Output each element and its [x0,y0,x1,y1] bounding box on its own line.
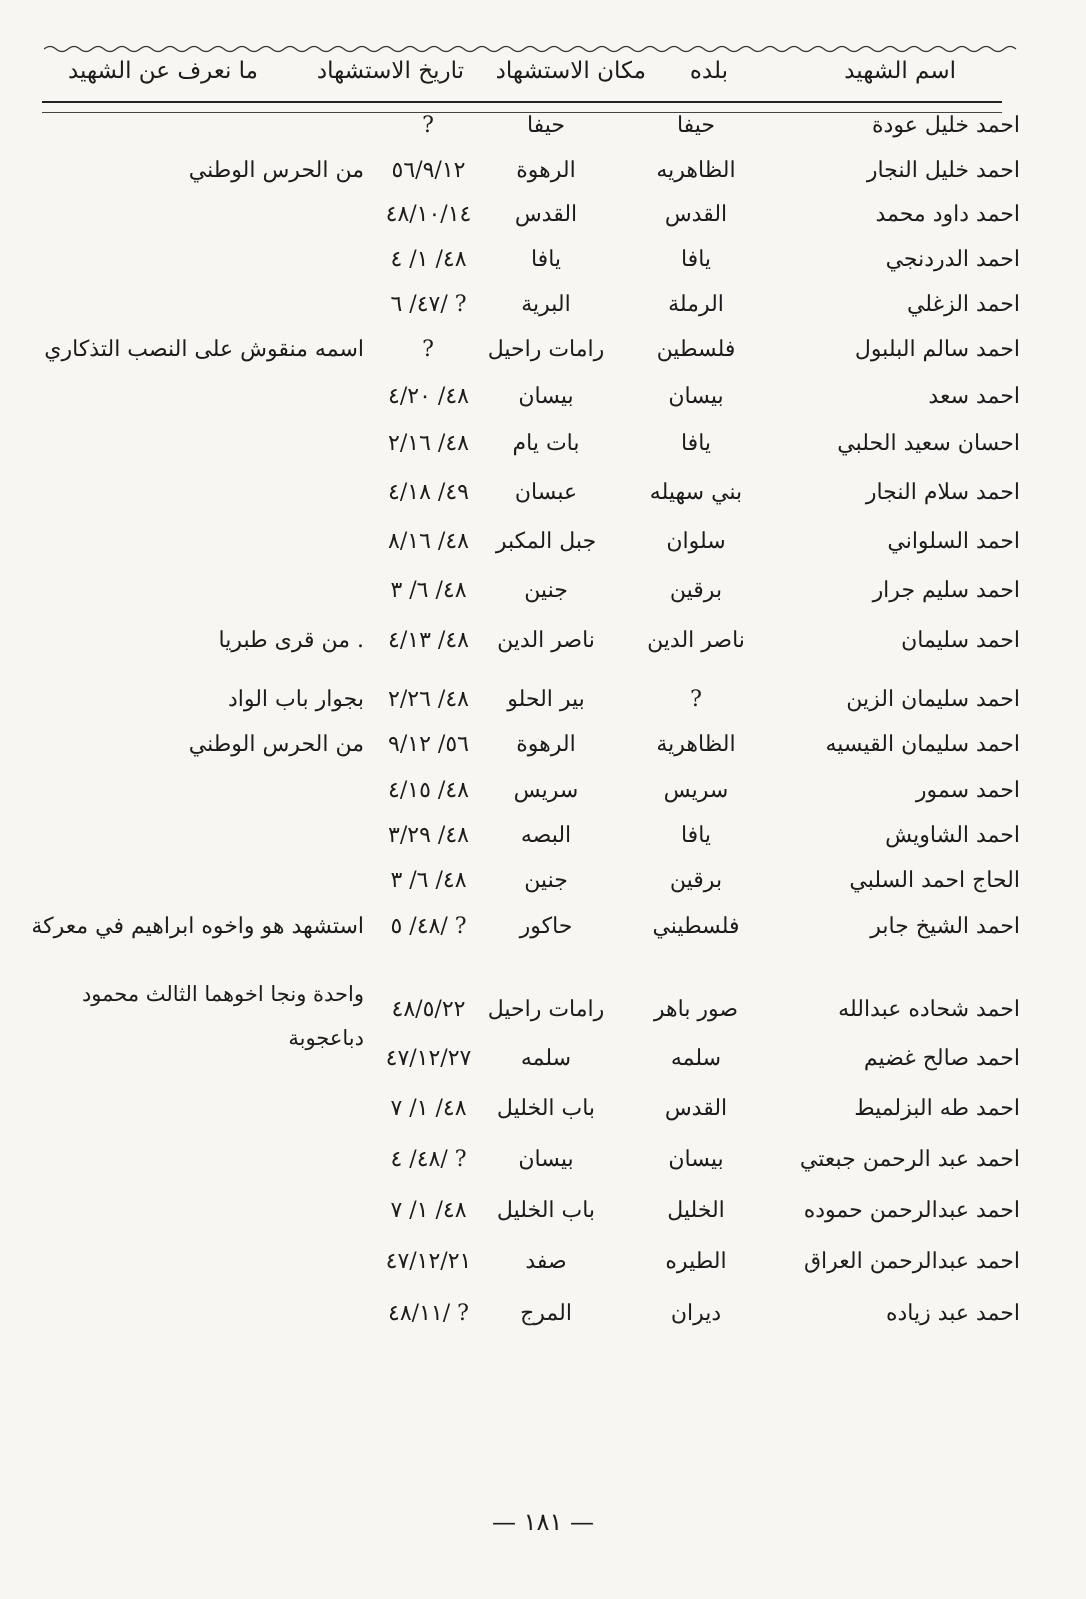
martyr-name: احمد شحاده عبدالله [838,997,1020,1022]
martyr-town: بيسان [668,384,724,409]
table-row [0,687,1086,731]
martyrdom-date: ٤٧/ ٦/ ? [390,292,467,317]
martyr-name: احمد خليل عودة [872,113,1020,138]
martyrdom-place: المرج [520,1301,572,1326]
table-row [0,1147,1086,1191]
table-row [0,337,1086,381]
martyrdom-date: ٥٦/ ٩/١٢ [388,732,469,757]
martyrdom-place: حاكور [519,914,573,939]
martyr-name: احمد سليمان القيسيه [825,732,1020,757]
martyr-town: الظاهريه [656,158,736,183]
table-row [0,431,1086,475]
martyr-name: احمد الدردنجي [885,247,1020,272]
martyrdom-date: ٤٨/ ٣/٢٩ [388,823,469,848]
martyr-name: احمد السلواني [887,529,1020,554]
martyr-name: احمد عبد زياده [885,1301,1020,1326]
martyr-name: احسان سعيد الحلبي [837,431,1020,456]
martyr-town: الظاهرية [656,732,736,757]
martyr-name: احمد سليمان الزين [846,687,1020,712]
martyr-town: سلمه [670,1046,722,1071]
martyr-town: الخليل [667,1198,725,1223]
table-row [0,384,1086,428]
header-rule [42,101,1002,103]
martyr-name: احمد سالم البلبول [854,337,1020,362]
table-row [0,247,1086,291]
martyr-town: سريس [663,778,729,803]
header-name: اسم الشهيد [844,58,956,84]
table-row [0,529,1086,573]
martyrdom-date: ٤٨/ ٤/١٥ [388,778,469,803]
martyr-town: الرملة [668,292,724,317]
martyr-name: احمد عبدالرحمن العراق [803,1249,1020,1274]
martyr-name: احمد سعد [928,384,1020,409]
martyr-name: احمد طه البزلميط [854,1096,1020,1121]
martyr-name: احمد الزغلي [906,292,1020,317]
martyrdom-date: ? [422,113,435,138]
martyrdom-place: يافا [530,247,562,272]
martyr-name: الحاج احمد السلبي [849,868,1020,893]
martyr-town: سلوان [666,529,726,554]
martyrdom-place: جبل المكبر [495,529,597,554]
martyrdom-date: ٤٩/ ٤/١٨ [388,480,469,505]
table-row [0,1249,1086,1293]
martyrdom-date: ? [422,337,435,362]
page-number: — ١٨١ — [492,1508,594,1536]
table-row [0,1198,1086,1242]
martyrdom-date: ٤٨/ ٤/ ? [390,1147,467,1172]
martyr-name: احمد سليم جرار [872,578,1020,603]
table-row [0,202,1086,246]
martyr-name: احمد سمور [915,778,1020,803]
martyr-town: القدس [664,1096,728,1121]
martyr-town: ? [690,687,702,712]
header-town: بلده [689,58,728,84]
martyrdom-date: ٤٨/٥/٢٢ [391,997,466,1022]
table-row [0,823,1086,867]
martyrdom-date: ٤٨/ ٢/٢٦ [388,687,469,712]
martyrdom-place: حيفا [526,113,566,138]
martyr-name: احمد سلام النجار [865,480,1020,505]
table-row [0,778,1086,822]
table-row [0,292,1086,336]
martyrdom-date: ٤٨/ ٥/ ? [390,914,467,939]
martyrdom-date: ٤٨/ ١/ ٧ [390,1198,467,1223]
header-note: ما نعرف عن الشهيد [67,58,258,84]
table-row [0,628,1086,672]
martyrdom-date: ٥٦/٩/١٢ [391,158,466,183]
martyrdom-place: سلمه [520,1046,572,1071]
martyrdom-place: بيسان [518,1147,574,1172]
martyrdom-place: رامات راحيل [487,337,605,362]
martyrdom-date: ٤٨/ ٦/ ٣ [390,868,467,893]
martyrdom-place: ناصر الدين [497,628,595,653]
martyr-name: احمد الشاويش [885,823,1020,848]
martyr-name: احمد سليمان [901,628,1020,653]
martyrdom-place: بير الحلو [507,687,585,712]
martyrdom-place: باب الخليل [496,1198,596,1223]
header-date: تاريخ الاستشهاد [316,58,464,84]
martyr-name: احمد الشيخ جابر [870,914,1020,939]
martyrdom-date: ٤٨/ ٢/١٦ [388,431,469,456]
martyrdom-place: سريس [513,778,579,803]
martyrdom-date: ٤٧/١٢/٢٧ [385,1046,472,1071]
martyr-town: برقين [669,868,723,893]
martyrdom-date: ٤٨/ ٤/٢٠ [388,384,469,409]
martyr-town: الطيره [665,1249,727,1274]
martyr-town: صور باهر [653,997,739,1022]
martyrdom-date: ٤٨/١١/ ? [388,1301,469,1326]
martyr-note: من الحرس الوطني [188,158,364,183]
martyr-town: بني سهيله [649,480,743,505]
martyr-note: بجوار باب الواد [227,687,364,712]
martyr-town: القدس [664,202,728,227]
martyr-name: احمد عبد الرحمن جبعتي [799,1147,1020,1172]
martyrdom-place: البرية [521,292,571,317]
table-row [0,732,1086,776]
martyr-name: احمد صالح غضيم [863,1046,1020,1071]
martyrdom-place: عبسان [514,480,578,505]
table-row [0,480,1086,524]
martyr-town: برقين [669,578,723,603]
table-row [0,914,1086,958]
martyrdom-place: باب الخليل [496,1096,596,1121]
table-row [0,158,1086,202]
martyrdom-place: الرهوة [516,158,576,183]
martyr-town: فلسطين [656,337,736,362]
martyr-town: يافا [680,431,712,456]
table-row [0,578,1086,622]
martyrdom-place: جنين [524,578,568,603]
martyr-name: احمد داود محمد [875,202,1020,227]
header-place: مكان الاستشهاد [495,58,646,84]
martyrdom-place: بات يام [512,431,580,456]
martyrdom-date: ٤٨/ ٤/١٣ [388,628,469,653]
martyr-town: يافا [680,823,712,848]
martyr-name: احمد عبدالرحمن حموده [803,1198,1020,1223]
martyr-note: استشهد هو واخوه ابراهيم في معركة [31,914,364,939]
martyrdom-date: ٤٨/ ١/ ٤ [390,247,467,272]
wavy-rule [44,44,1019,54]
martyrdom-date: ٤٨/ ٨/١٦ [388,529,469,554]
table-row [0,1096,1086,1140]
martyrdom-place: القدس [514,202,578,227]
martyr-name: احمد خليل النجار [866,158,1020,183]
martyrdom-place: صفد [525,1249,567,1274]
martyr-town: ناصر الدين [647,628,745,653]
martyrdom-place: البصه [520,823,572,848]
martyrdom-place: رامات راحيل [487,997,605,1022]
martyr-town: حيفا [676,113,716,138]
table-row [0,868,1086,912]
martyrdom-date: ٤٨/١٠/١٤ [385,202,472,227]
martyrdom-date: ٤٧/١٢/٢١ [385,1249,472,1274]
martyr-town: بيسان [668,1147,724,1172]
martyr-note: . من قرى طبريا [218,628,364,653]
martyr-town: ديران [670,1301,722,1326]
martyrdom-place: جنين [524,868,568,893]
note-continuation-row [0,972,1086,1050]
martyrdom-date: ٤٨/ ١/ ٧ [390,1096,467,1121]
note-continuation: واحدة ونجا اخوهما الثالث محمود دباعجوبة [81,982,364,1050]
table-row [0,113,1086,157]
martyr-note: من الحرس الوطني [188,732,364,757]
martyrdom-place: الرهوة [516,732,576,757]
table-row [0,1301,1086,1345]
martyr-note: اسمه منقوش على النصب التذكاري [44,337,364,362]
martyrdom-place: بيسان [518,384,574,409]
martyr-town: فلسطيني [652,914,740,939]
martyrdom-date: ٤٨/ ٦/ ٣ [390,578,467,603]
martyr-town: يافا [680,247,712,272]
